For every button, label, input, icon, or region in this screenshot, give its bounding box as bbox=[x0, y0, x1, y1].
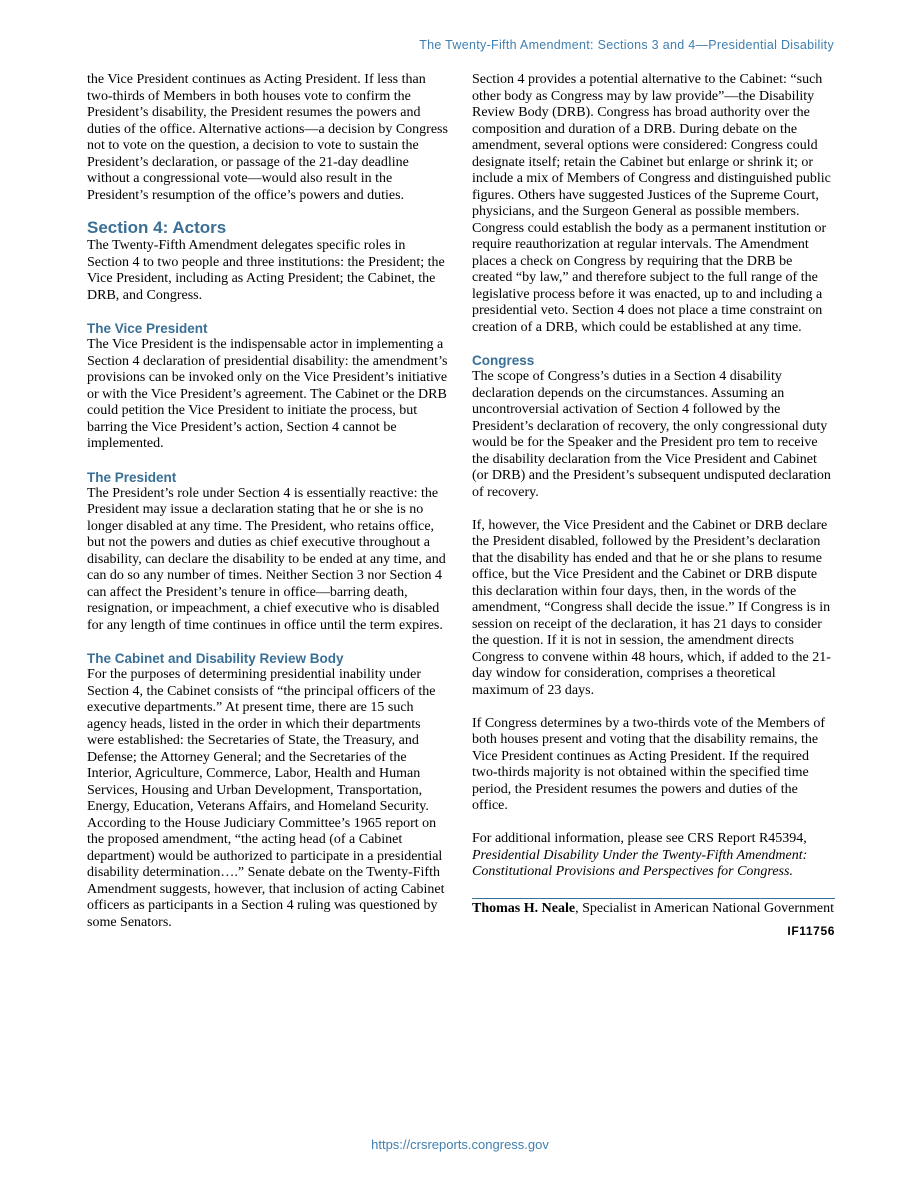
drb-paragraph: Section 4 provides a potential alternative to the Cabinet: “such other body as Congress may by law provide”—the Disability Review Body (DRB). Congress has broad authority over the composition and duration of a DRB. During debate on the amendment, several options were considered: Congress could designate itself; retain the Cabinet but enlarge or shrink it; or include a mix of Members of Congress and distinguished public figures. Others have suggested Justices of the Supreme Court, physicians, and the Surgeon General as possible members. Congress could establish the body as a permanent institution or require reauthorization at regular intervals. The Amendment places a check on Congress by requiring that the DRB be created “by law,” and therefore subject to the full range of the legislative process before it was enacted, up to and including a presidential veto. Section 4 does not place a time constraint on creation of a DRB, which could be established at any time. bbox=[472, 72, 831, 335]
report-id: IF11756 bbox=[787, 924, 835, 938]
congress-block bbox=[472, 352, 835, 881]
vice-president-heading: The Vice President bbox=[87, 321, 208, 336]
additional-info-lead: For additional information, please see CRS Report R45394, bbox=[472, 831, 807, 846]
footer-url[interactable]: https://crsreports.congress.gov bbox=[371, 1137, 549, 1152]
author-line bbox=[472, 901, 835, 918]
left-column bbox=[87, 72, 449, 931]
congress-paragraph-1: The scope of Congress’s duties in a Section 4 disability declaration depends on the circumstances. Assuming an uncontroversial activation of Section 4 followed by the President’s declaration of recovery, the only congressional duty would be for the Speaker and the President pro tem to receive the disability declaration from the Vice President and Cabinet (or DRB) and the President’s subsequent undisputed declaration of recovery. bbox=[472, 369, 831, 500]
additional-info-paragraph bbox=[472, 831, 835, 881]
author-divider bbox=[472, 898, 835, 899]
president-heading: The President bbox=[87, 469, 177, 485]
congress-paragraph-3: If Congress determines by a two-thirds vote of the Members of both houses present and voting that the disability remains, the Vice President continues as Acting President. If the required two-thirds majority is not obtained within the specified time period, the President resumes the powers and duties of the office. bbox=[472, 715, 826, 813]
president-paragraph: The President’s role under Section 4 is essentially reactive: the President may issue a declaration stating that he or she is no longer disabled at any time. The President, who retains office, but not the powers and duties as chief executive throughout a disability, can declare the disability to be ended at any time, and can do so any number of times. Neither Section 3 nor Section 4 can affect the President’s tenure in office—barring death, resignation, or impeachment, a chief executive who is disabled for any length of time continues in office until the term expires. bbox=[87, 485, 446, 633]
vice-president-paragraph: The Vice President is the indispensable actor in implementing a Section 4 declaration of presidential disability: the amendment’s provisions can be invoked only on the Vice President’s initiative or with the Vice President’s agreement. The Cabinet or the DRB could petition the Vice President to initiate the process, but barring the Vice President’s action, Section 4 cannot be implemented. bbox=[87, 337, 448, 451]
president-block bbox=[87, 469, 449, 635]
author-title: , Specialist in American National Government bbox=[575, 900, 834, 916]
section-heading: Section 4: Actors bbox=[87, 218, 227, 237]
running-header: The Twenty-Fifth Amendment: Sections 3 and 4—Presidential Disability bbox=[419, 38, 834, 52]
section-intro-paragraph: The Twenty-Fifth Amendment delegates specific roles in Section 4 to two people and three institutions: the President; the Vice President, including as Acting President; the Cabinet, the DRB, and Congress. bbox=[87, 238, 445, 303]
vice-president-block bbox=[87, 320, 449, 453]
right-column bbox=[472, 72, 835, 940]
congress-heading: Congress bbox=[472, 353, 535, 368]
intro-paragraph: the Vice President continues as Acting President. If less than two-thirds of Members in both houses vote to confirm the President’s disability, the President resumes the powers and duties of the office. Alternative actions—a decision by Congress not to vote on the question, a decision to vote to sustain the President’s declaration, or passage of the 21-day deadline without a congressional vote—would also result in the President’s resumption of the office’s powers and duties. bbox=[87, 72, 448, 203]
referenced-report-title: Presidential Disability Under the Twenty-Fifth Amendment: Constitutional Provisions and Perspectives for Congress. bbox=[472, 847, 808, 879]
author-name: Thomas H. Neale bbox=[472, 900, 576, 916]
congress-paragraph-2: If, however, the Vice President and the Cabinet or DRB declare the President disabled, followed by the President’s declaration that the disability has ended and that he or she plans to resume office, but the Vice President and the Cabinet or DRB dispute this declaration within four days, then, in the words of the amendment, “Congress shall decide the issue.” If Congress is in session on receipt of the declaration, it has 21 days to consider the question. If it is not in session, the amendment directs Congress to convene within 48 hours, which, if added to the 21-day window for consideration, comprises a theoretical maximum of 23 days. bbox=[472, 517, 831, 698]
cabinet-heading: The Cabinet and Disability Review Body bbox=[87, 651, 344, 666]
cabinet-block bbox=[87, 650, 449, 931]
cabinet-paragraph: For the purposes of determining presidential inability under Section 4, the Cabinet consists of “the principal officers of the executive departments.” At present time, there are 15 such agency heads, listed in the order in which their departments were established: the Secretaries of State, the Treasury, and Defense; the Attorney General; and the Secretaries of the Interior, Agriculture, Commerce, Labor, Health and Human Services, Housing and Urban Development, Transportation, Energy, Education, Veterans Affairs, and Homeland Security. According to the House Judiciary Committee’s 1965 report on the proposed amendment, “the acting head (of a Cabinet department) would be authorized to participate in a presidential disability determination….” Senate debate on the Twenty-Fifth Amendment suggests, however, that inclusion of acting Cabinet officers as participants in a Section 4 ruling was questioned by some Senators. bbox=[87, 667, 445, 930]
